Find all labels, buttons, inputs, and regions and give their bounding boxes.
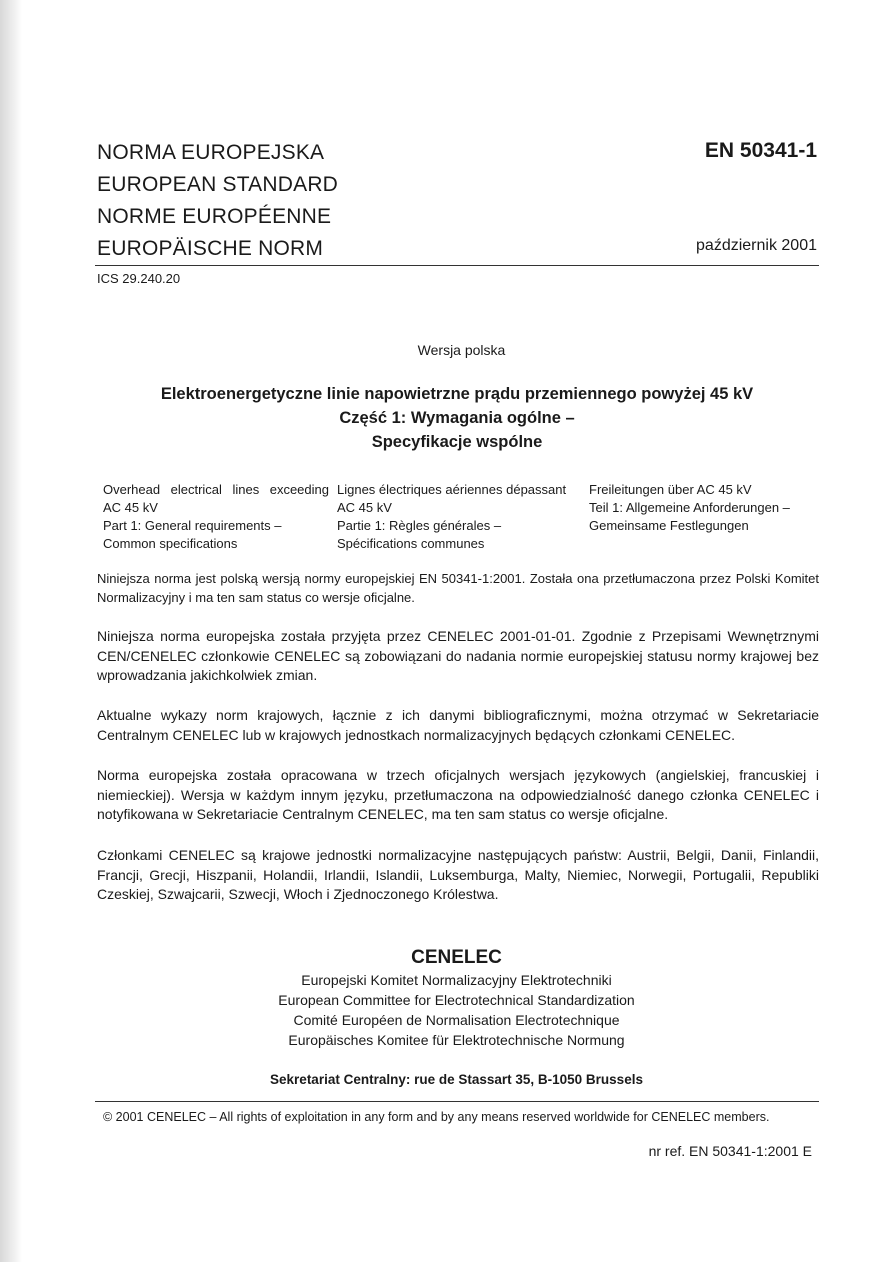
translation-french bbox=[337, 481, 583, 553]
committee-name-german: Europäisches Komitee für Elektrotechnische Normung bbox=[288, 1032, 625, 1048]
reference-number: nr ref. EN 50341-1:2001 E bbox=[648, 1143, 812, 1159]
title-polish: NORMA EUROPEJSKA bbox=[97, 141, 325, 164]
translation-line: Gemeinsame Festlegungen bbox=[589, 518, 749, 533]
translation-line: Part 1: General requirements – bbox=[103, 518, 282, 533]
translation-line: AC 45 kV bbox=[103, 500, 158, 515]
title-english: EUROPEAN STANDARD bbox=[97, 173, 339, 196]
version-label: Wersja polska bbox=[417, 342, 506, 358]
publication-date: październik 2001 bbox=[696, 237, 817, 254]
header-divider bbox=[95, 265, 819, 266]
title-german: EUROPÄISCHE NORM bbox=[97, 237, 324, 260]
committee-name-english: European Committee for Electrotechnical Standardization bbox=[278, 992, 635, 1008]
title-french: NORME EUROPÉENNE bbox=[97, 205, 332, 228]
translation-line: Spécifications communes bbox=[337, 536, 485, 551]
paragraph-polish-version: Niniejsza norma jest polską wersją normy europejskiej EN 50341-1:2001. Została ona przetłumaczona przez Polski Komitet Normalizacyjny i ma ten sam status co wersje oficjalne. bbox=[97, 571, 819, 605]
translation-line: AC 45 kV bbox=[337, 500, 392, 515]
translation-line: Teil 1: Allgemeine Anforderungen – bbox=[589, 500, 790, 515]
translation-line: Overhead electrical lines exceeding bbox=[103, 482, 329, 497]
translation-line: Lignes électriques aériennes dépassant bbox=[337, 482, 567, 497]
translation-english bbox=[103, 481, 329, 553]
ics-code: ICS 29.240.20 bbox=[97, 271, 181, 286]
standard-titles bbox=[97, 137, 338, 265]
document-title bbox=[95, 382, 819, 454]
paragraph-adoption: Niniejsza norma europejska została przyjęta przez CENELEC 2001-01-01. Zgodnie z Przepisami Wewnętrznymi CEN/CENELEC członkowie CENELEC są zobowiązani do nadania normie europejskiej statusu normy krajowej bez wprowadzania jakichkolwiek zmian. bbox=[97, 628, 819, 684]
translation-german bbox=[589, 481, 819, 535]
title-line-2: Część 1: Wymagania ogólne – bbox=[339, 409, 575, 427]
secretariat-address: Sekretariat Centralny: rue de Stassart 35, B-1050 Brussels bbox=[270, 1072, 643, 1087]
organization-block bbox=[0, 946, 893, 1050]
title-line-1: Elektroenergetyczne linie napowietrzne prądu przemiennego powyżej 45 kV bbox=[160, 385, 754, 403]
standard-number: EN 50341-1 bbox=[704, 139, 817, 162]
committee-name-french: Comité Européen de Normalisation Electrotechnique bbox=[293, 1012, 620, 1028]
footer-divider bbox=[95, 1101, 819, 1102]
paragraph-official-versions: Norma europejska została opracowana w trzech oficjalnych wersjach językowych (angielskiej, francuskiej i niemieckiej). Wersja w każdym innym języku, przetłumaczona na odpowiedzialność danego członka CENELEC i notyfikowana w Sekretariacie Centralnym CENELEC, ma ten sam status co wersje oficjalne. bbox=[97, 767, 819, 823]
translation-line: Common specifications bbox=[103, 536, 238, 551]
paragraph-national-lists: Aktualne wykazy norm krajowych, łącznie z ich danymi bibliograficznymi, można otrzymać w Sekretariacie Centralnym CENELEC lub w krajowych jednostkach normalizacyjnych będących członkami CENELEC. bbox=[97, 707, 819, 743]
title-line-3: Specyfikacje wspólne bbox=[371, 433, 543, 451]
copyright-notice: © 2001 CENELEC – All rights of exploitation in any form and by any means reserved worldwide for CENELEC members. bbox=[103, 1110, 770, 1124]
translation-line: Freileitungen über AC 45 kV bbox=[589, 482, 752, 497]
organization-name: CENELEC bbox=[411, 947, 502, 968]
translation-line: Partie 1: Règles générales – bbox=[337, 518, 502, 533]
paragraph-members: Członkami CENELEC są krajowe jednostki normalizacyjne następujących państw: Austrii, Belgii, Danii, Finlandii, Francji, Grecji, Hiszpanii, Holandii, Irlandii, Islandii, Luksemburga, Malty, Niemiec, Norwegii, Portugalii, Republiki Czeskiej, Szwajcarii, Szwecji, Włoch i Zjednoczonego Królestwa. bbox=[97, 847, 819, 903]
committee-name-polish: Europejski Komitet Normalizacyjny Elektrotechniki bbox=[301, 972, 612, 988]
